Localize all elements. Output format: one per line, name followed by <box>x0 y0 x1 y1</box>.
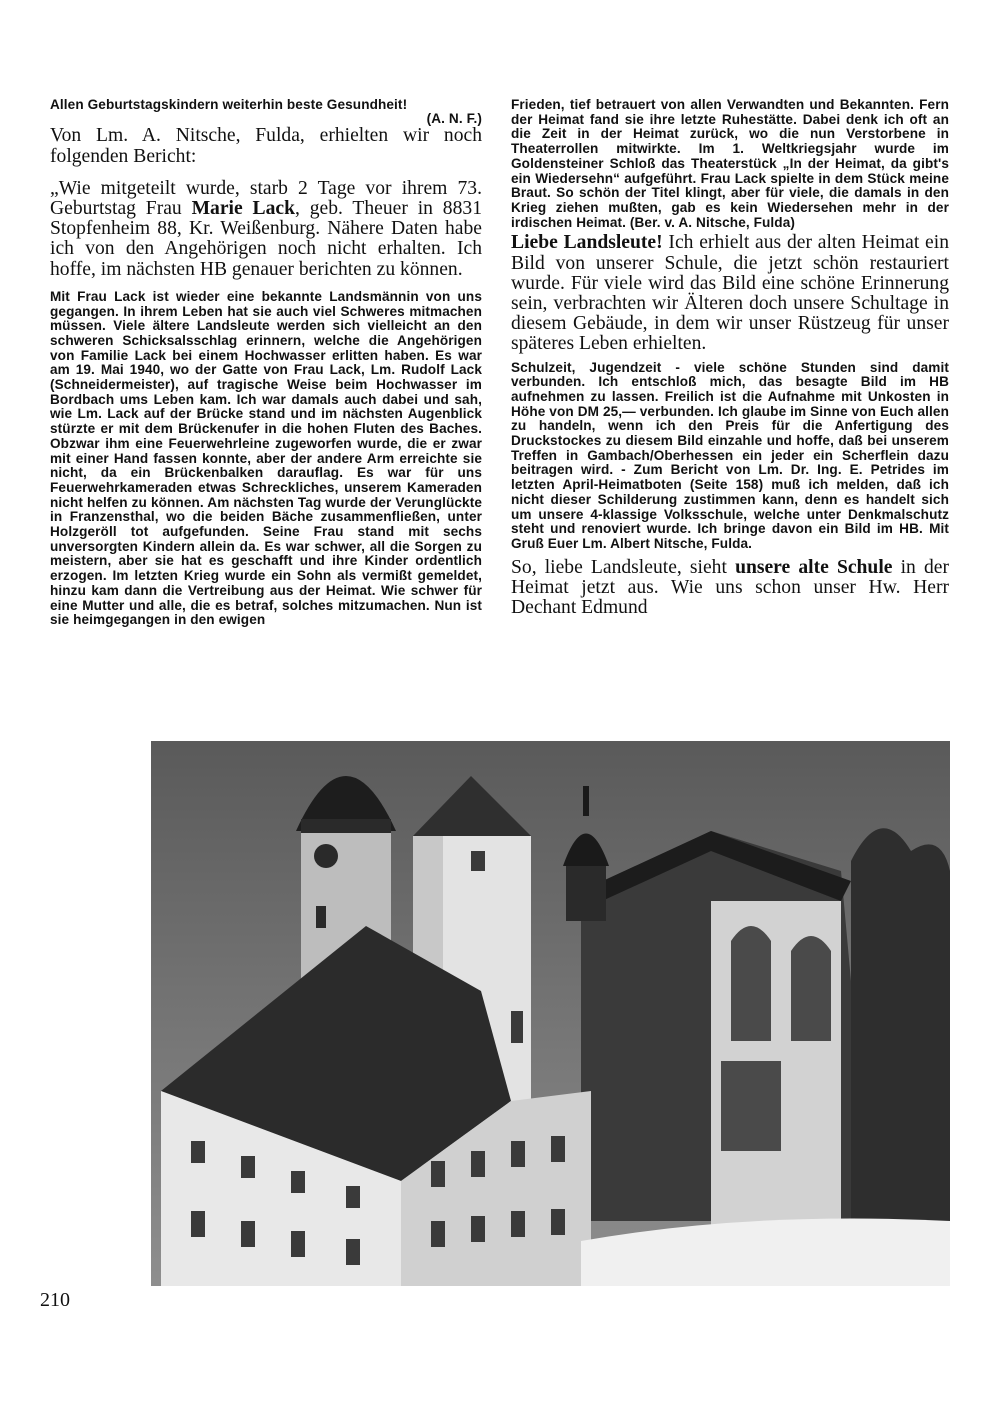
school-letter <box>511 233 949 354</box>
memorial-paragraph: Mit Frau Lack ist wieder eine bekannte Landsmännin von uns gegangen. In ihrem Leben hat sie auch viel Schweres mitmachen müssen. Viele ältere Landsleute werden sich vielleicht an den schweren Schicksalsschlag erinnern, welche die Angehörigen von Familie Lack bei einem Hochwasser erlitten haben. Es war am 19. Mai 1940, wo der Gatte von Frau Lack, Lm. Rudolf Lack (Schneidermeister), auf tragische Weise beim Hochwasser im Bordbach ums Leben kam. Ich war damals auch dabei und sah, wie Lm. Lack auf der Brücke stand und im nächsten Augenblick stürzte er mit dem Brückenufer in die hohen Fluten des Baches. Obzwar ihm eine Feuerwehrleine zugeworfen wurde, die er zwar mit einer Hand fassen konnte, aber der andere Arm erreichte sie nicht, da ein Brückenbalken darauflag. Es war für uns Feuerwehrkameraden etwas Schreckliches, unserem Kameraden nicht helfen zu können. Am nächsten Tag wurde der Verunglückte in Franzensthal, wo die beiden Bäche zusammenfließen, unter Holzgeröll tot aufgefunden. Seine Frau stand mit sechs unversorgten Kindern allein da. Es war schwer, all die Sorgen zu meistern, aber sie hat es geschafft und ihre Kinder ordentlich erzogen. Im letzten Krieg wurde ein Sohn als vermißt gemeldet, hinzu kam dann die Vertreibung aus der Heimat. Wie schwer für eine Mutter und alle, die es betraf, solches mitzumachen. Nun ist sie heimgegangen in den ewigen <box>50 288 482 628</box>
school-photograph <box>151 741 950 1286</box>
greeting-signature: (A. N. F.) <box>426 110 482 126</box>
school-caption-start: So, liebe Landsleute, sieht <box>511 556 736 578</box>
memorial-continuation: Frieden, tief betrauert von allen Verwandten und Bekannten. Fern der Heimat fand sie ihre letzte Ruhestätte. Dabei denk ich oft an die Zeit in der Heimat zurück, wo die nun Verstorbene in Theaterrollen mitwirkte. Im 1. Weltkriegsjahr wurde im Goldensteiner Schloß das Theaterstück „In der Heimat, da gibt's ein Wiedersehn“ aufgeführt. Frau Lack spielte in dem Stück meine Braut. So schön der Titel klingt, aber für viele, die damals in den Krieg ziehen mußten, gab es kein Wiedersehen mehr in der irdischen Heimat. (Ber. v. A. Nitsche, Fulda) <box>511 98 949 230</box>
school-details-paragraph: Schulzeit, Jugendzeit - viele schöne Stunden sind damit verbunden. Ich entschloß mich, das besagte Bild im HB aufnehmen zu lassen. Freilich ist die Aufnahme mit Unkosten in Höhe von DM 25,— verbunden. Ich glaube im Sinne von Euch allen zu handeln, wenn ich den Preis für die Anfertigung des Druckstockes zu diesem Bild einzahle und hoffe, daß bei unserem Treffen in Gambach/Oberhessen ein jeder ein Scherflein dazu beitragen wird. - Zum Bericht von Lm. Dr. Ing. E. Petrides im letzten April-Heimatboten (Seite 158) muß ich melden, daß ich nicht dieser Schilderung zustimmen kann, denn es handelt sich um unsere 4-klassige Volksschule, welche unter Denkmalschutz steht und renoviert wurde. Ich bringe davon ein Bild im HB. Mit Gruß Euer Lm. Albert Nitsche, Fulda. <box>511 359 949 551</box>
right-column <box>511 98 949 740</box>
school-caption-paragraph <box>511 558 949 619</box>
birthday-greeting: Allen Geburtstagskindern weiterhin beste Gesundheit! <box>50 98 408 112</box>
salutation: Liebe Landsleute! <box>511 232 663 254</box>
left-column <box>50 98 482 740</box>
report-intro: Von Lm. A. Nitsche, Fulda, erhielten wir noch folgenden Bericht: <box>50 125 482 167</box>
page-number: 210 <box>40 1289 70 1311</box>
obituary-text-end: , geb. Theuer in 8831 Stopfenheim 88, Kr. Weißenburg. Nähere Daten habe ich von den Angehörigen noch nicht erhalten. Ich hoffe, im nächsten HB genauer berichten zu können. <box>50 198 482 280</box>
obituary-paragraph <box>50 179 482 280</box>
school-caption-emphasis: unsere alte Schule <box>735 556 893 578</box>
deceased-name: Marie Lack <box>191 198 295 220</box>
school-caption-end: in der Heimat jetzt aus. Wie uns schon unser Hw. Herr Dechant Edmund <box>511 556 949 619</box>
obituary-text-start: „Wie mitgeteilt wurde, starb 2 Tage vor ihrem 73. Geburtstag Frau <box>50 177 482 220</box>
school-letter-text: Ich erhielt aus der alten Heimat ein Bild von unserer Schule, die jetzt schön restauriert wurde. Für viele wird das Bild eine schöne Erinnerung sein, verbrachten wir Älteren doch unsere Schultage in diesem Gebäude, in dem wir unser Rüstzeug für unser späteres Leben erhielten. <box>511 232 949 355</box>
